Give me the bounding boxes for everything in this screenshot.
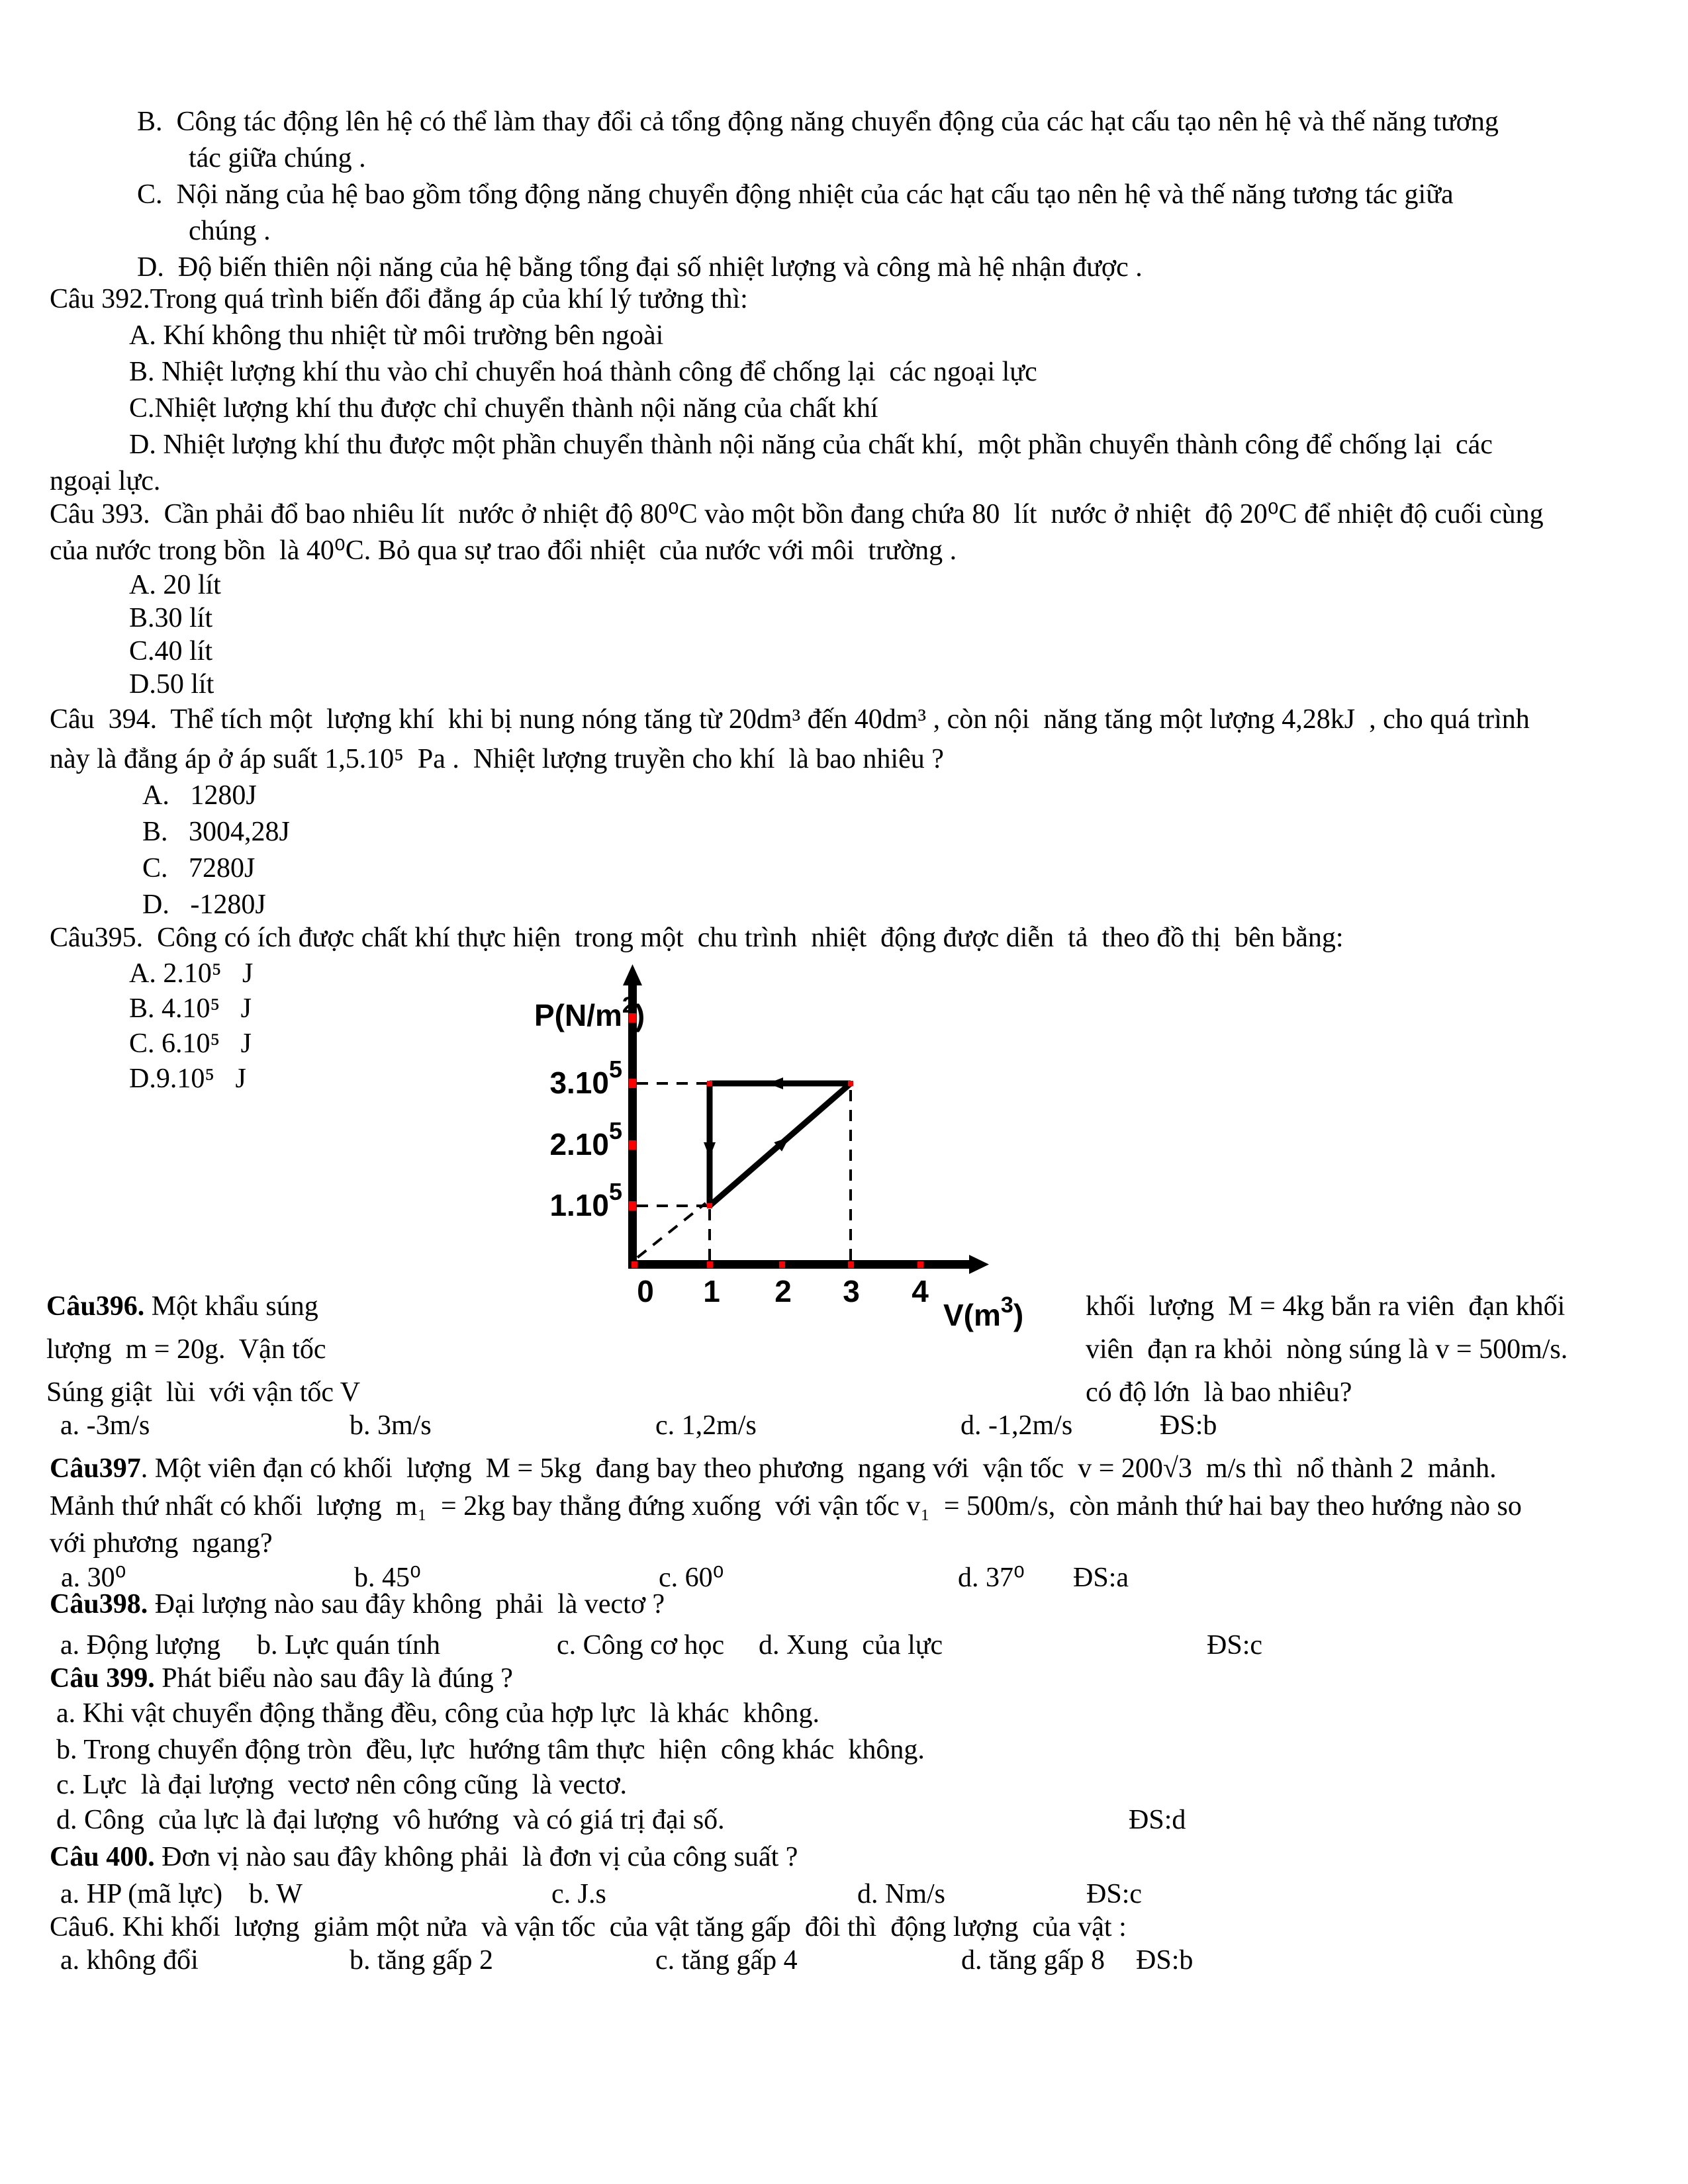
text-line: D. Độ biến thiên nội năng của hệ bằng tổng đại số nhiệt lượng và công mà hệ nhận được . xyxy=(137,252,1143,283)
option-d: d. 37⁰ xyxy=(958,1563,1025,1593)
answer-key: ĐS:b xyxy=(1160,1410,1217,1441)
text-line: c. Lực là đại lượng vectơ nên công cũng là vectơ. xyxy=(56,1770,628,1800)
guide-dash-origin-diagonal xyxy=(637,1203,706,1257)
option-a: a. Động lượng xyxy=(60,1630,221,1661)
text-line: C. 6.10⁵ J xyxy=(129,1028,252,1059)
text-line: tác giữa chúng . xyxy=(189,143,366,173)
text-line: A. 2.10⁵ J xyxy=(129,958,254,989)
option-a: a. HP (mã lực) xyxy=(60,1879,223,1909)
option-c: c. Công cơ học xyxy=(557,1630,725,1661)
text-line: Câu6. Khi khối lượng giảm một nửa và vận tốc của vật tăng gấp đôi thì động lượng của vật : xyxy=(50,1912,1127,1942)
x-tick-label: 3 xyxy=(843,1274,860,1308)
options-row xyxy=(0,1944,1688,1985)
option-b: b. 45⁰ xyxy=(354,1563,421,1593)
option-d: d. Nm/s xyxy=(857,1879,946,1909)
option-a: a. không đổi xyxy=(60,1945,199,1976)
option-a: a. -3m/s xyxy=(60,1410,150,1441)
x-tick-label: 0 xyxy=(637,1274,654,1308)
text-line: chúng . xyxy=(189,216,271,246)
text-line: A. 1280J xyxy=(142,780,257,811)
x-tick-labels xyxy=(637,1274,929,1308)
x-tick-label: 2 xyxy=(774,1274,792,1308)
y-axis-arrow xyxy=(623,964,642,985)
options-row xyxy=(0,1629,1688,1670)
text-line: B. Công tác động lên hệ có thể làm thay đổi cả tổng động năng chuyển động của các hạt cấu tạo nên hệ và thế năng tương xyxy=(137,107,1499,137)
option-d: d. Xung của lực xyxy=(759,1630,943,1661)
x-axis-label: $V(m^3)$ xyxy=(943,1293,1024,1332)
text-line: C. 7280J xyxy=(142,853,256,884)
text-line: với phương ngang? xyxy=(50,1528,273,1559)
text-line: Câu 394. Thể tích một lượng khí khi bị nung nóng tăng từ 20dm³ đến 40dm³ , còn nội năng tăng một lượng 4,28kJ , cho quá trình xyxy=(50,704,1530,735)
y-tick-label: 1.10$^5$ xyxy=(549,1178,622,1222)
answer-key: ĐS:d xyxy=(1129,1805,1186,1835)
text-line: b. Trong chuyển động tròn đều, lực hướng tâm thực hiện công khác không. xyxy=(56,1735,925,1765)
options-row xyxy=(0,1878,1688,1919)
option-c: c. 1,2m/s xyxy=(655,1410,757,1441)
answer-key: ĐS:b xyxy=(1136,1945,1194,1976)
text-line: Câu398. Đại lượng nào sau đây không phải là vectơ ? xyxy=(50,1589,665,1619)
option-a: a. 30⁰ xyxy=(61,1563,126,1593)
answer-key: ĐS:c xyxy=(1207,1630,1262,1661)
option-c: c. J.s xyxy=(551,1879,606,1909)
text-line: B.30 lít xyxy=(129,603,213,633)
option-b: b. tăng gấp 2 xyxy=(350,1945,493,1976)
option-b: b. Lực quán tính xyxy=(257,1630,441,1661)
text-line: Câu 400. Đơn vị nào sau đây không phải là đơn vị của công suất ? xyxy=(50,1842,798,1872)
option-d: d. tăng gấp 8 xyxy=(961,1945,1105,1976)
answer-key: ĐS:a xyxy=(1073,1563,1129,1593)
text-line: C.40 lít xyxy=(129,636,213,666)
text-line: C.Nhiệt lượng khí thu được chỉ chuyển thành nội năng của chất khí xyxy=(129,393,878,424)
text-line: Câu 392.Trong quá trình biến đổi đẳng áp của khí lý tưởng thì: xyxy=(50,284,748,314)
options-row xyxy=(0,1562,1688,1603)
option-c: c. 60⁰ xyxy=(659,1563,724,1593)
text-line: D. Nhiệt lượng khí thu được một phần chuyển thành nội năng của chất khí, một phần chuyển thành công để chống lại các xyxy=(129,430,1493,460)
text-line: D.9.10⁵ J xyxy=(129,1064,246,1094)
answer-key: ĐS:c xyxy=(1086,1879,1142,1909)
y-tick-label: 2.10$^5$ xyxy=(549,1117,622,1161)
q396-right-line: viên đạn ra khỏi nòng súng là v = 500m/s. xyxy=(1086,1334,1568,1365)
option-d: d. -1,2m/s xyxy=(961,1410,1073,1441)
options-row xyxy=(0,1410,1688,1451)
y-tick-labels xyxy=(549,1056,622,1222)
text-line: Câu 399. Phát biểu nào sau đây là đúng ? xyxy=(50,1663,513,1694)
y-tick-label: 3.10$^5$ xyxy=(549,1056,622,1100)
text-line: A. 20 lít xyxy=(129,570,221,600)
option-b: b. 3m/s xyxy=(350,1410,432,1441)
q396-left-line: Câu396. Một khẩu súng xyxy=(46,1291,318,1322)
text-line: Câu 393. Cần phải đổ bao nhiêu lít nước ở nhiệt độ 80⁰C vào một bồn đang chứa 80 lít nước ở nhiệt độ 20⁰C để nhiệt độ cuối cùng xyxy=(50,499,1544,529)
text-line: này là đẳng áp ở áp suất 1,5.10⁵ Pa . Nhiệt lượng truyền cho khí là bao nhiêu ? xyxy=(50,744,944,774)
text-line: ngoại lực. xyxy=(50,466,161,496)
text-line: B. 3004,28J xyxy=(142,817,290,847)
arrow-down xyxy=(704,1142,716,1158)
text-line: D. -1280J xyxy=(142,889,266,920)
pv-diagram xyxy=(510,963,1039,1347)
q396-left-line: Súng giật lùi với vận tốc V xyxy=(46,1377,361,1408)
text-line: a. Khi vật chuyển động thẳng đều, công của hợp lực là khác không. xyxy=(56,1698,820,1729)
text-line: D.50 lít xyxy=(129,669,214,700)
x-tick-label: 1 xyxy=(703,1274,720,1308)
y-axis-label: $P(N/m^2)$ xyxy=(534,993,645,1032)
text-line: A. Khí không thu nhiệt từ môi trường bên ngoài xyxy=(129,320,664,351)
text-line: C. Nội năng của hệ bao gồm tổng động năng chuyển động nhiệt của các hạt cấu tạo nên hệ và thế năng tương tác giữa xyxy=(137,179,1454,210)
option-b: b. W xyxy=(249,1879,303,1909)
arrow-left xyxy=(768,1077,783,1089)
text-line: Mảnh thứ nhất có khối lượng m₁ = 2kg bay thẳng đứng xuống với vận tốc v₁ = 500m/s, còn mảnh thứ hai bay theo hướng nào so xyxy=(50,1491,1522,1522)
text-line: Câu397. Một viên đạn có khối lượng M = 5kg đang bay theo phương ngang với vận tốc v = 200√3 m/s thì nổ thành 2 mảnh. xyxy=(50,1453,1497,1484)
text-line: B. 4.10⁵ J xyxy=(129,993,252,1024)
q396-right-line: có độ lớn là bao nhiêu? xyxy=(1086,1377,1352,1408)
x-tick-label: 4 xyxy=(912,1274,929,1308)
x-axis-arrow xyxy=(969,1255,989,1274)
text-line: B. Nhiệt lượng khí thu vào chỉ chuyển hoá thành công để chống lại các ngoại lực xyxy=(129,357,1037,387)
option-c: c. tăng gấp 4 xyxy=(655,1945,798,1976)
text-line: của nước trong bồn là 40⁰C. Bỏ qua sự trao đổi nhiệt của nước với môi trường . xyxy=(50,535,957,566)
text-line: Câu395. Công có ích được chất khí thực hiện trong một chu trình nhiệt động được diễn tả theo đồ thị bên bằng: xyxy=(50,923,1344,953)
q396-right-line: khối lượng M = 4kg bắn ra viên đạn khối xyxy=(1086,1291,1566,1322)
option-d: d. Công của lực là đại lượng vô hướng và có giá trị đại số. xyxy=(56,1805,725,1835)
options-row xyxy=(0,1804,1688,1845)
q396-left-line: lượng m = 20g. Vận tốc xyxy=(46,1334,326,1365)
